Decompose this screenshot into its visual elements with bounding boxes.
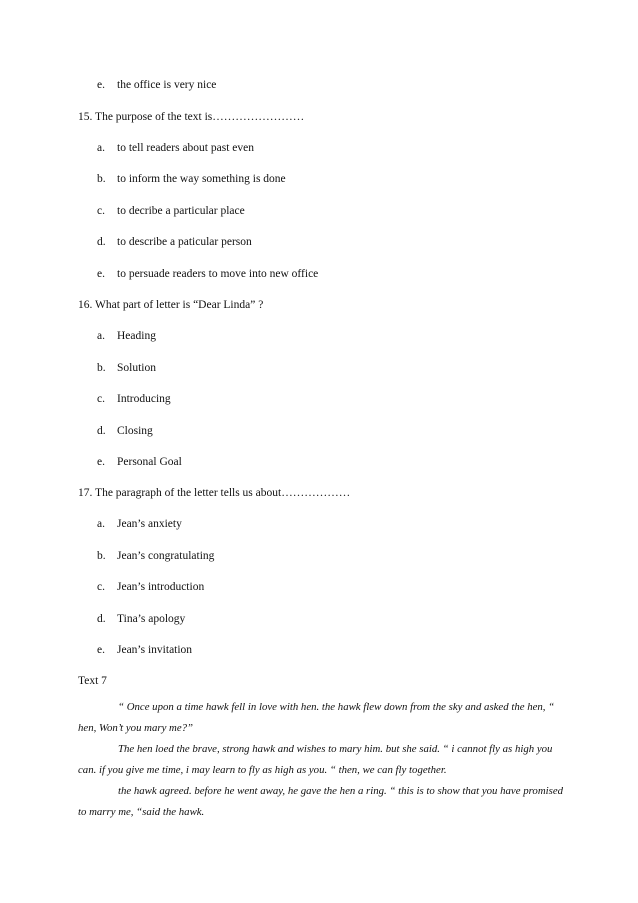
option-letter: d. [97,613,106,625]
option-letter: e. [97,644,105,656]
option-letter: b. [97,362,106,374]
option-text: Introducing [117,393,171,405]
option-text: to decribe a particular place [117,205,245,217]
option-letter: b. [97,550,106,562]
text-7-label: Text 7 [78,675,107,687]
option-text: Closing [117,425,153,437]
option-letter: d. [97,236,106,248]
option-letter: e. [97,268,105,280]
option-letter: c. [97,581,105,593]
option-letter: c. [97,205,105,217]
option-text: Personal Goal [117,456,182,468]
option-letter: e. [97,79,105,91]
option-text: Jean’s congratulating [117,550,215,562]
option-text: the office is very nice [117,79,217,91]
option-text: Tina’s apology [117,613,186,625]
option-text: Jean’s invitation [117,644,193,656]
option-text: Heading [117,330,156,342]
story-paragraph-2: The hen loed the brave, strong hawk and wishes to mary him. but she said. “ i cannot fly as high you can. if you give me time, i may learn to fly as high as you. “ then, we can fly together. [78,743,553,776]
option-letter: a. [97,330,105,342]
option-text: to tell readers about past even [117,142,254,154]
option-letter: c. [97,393,105,405]
option-letter: b. [97,173,106,185]
option-letter: d. [97,425,106,437]
question-17: 17. The paragraph of the letter tells us about……………… [78,487,351,499]
option-text: Jean’s anxiety [117,518,182,530]
question-16: 16. What part of letter is “Dear Linda” ? [78,299,264,311]
option-text: Jean’s introduction [117,581,205,593]
option-letter: e. [97,456,105,468]
option-text: to inform the way something is done [117,173,286,185]
story-paragraph-3: the hawk agreed. before he went away, he gave the hen a ring. “ this is to show that you have promised to marry me, “said the hawk. [78,785,564,818]
option-text: Solution [117,362,156,374]
question-15: 15. The purpose of the text is…………………… [78,111,305,123]
option-letter: a. [97,518,105,530]
option-text: to describe a paticular person [117,236,252,248]
option-letter: a. [97,142,105,154]
story-paragraph-1: “ Once upon a time hawk fell in love with hen. the hawk flew down from the sky and asked the hen, “ hen, Won’t you mary me?” [78,701,555,734]
option-text: to persuade readers to move into new office [117,268,319,280]
